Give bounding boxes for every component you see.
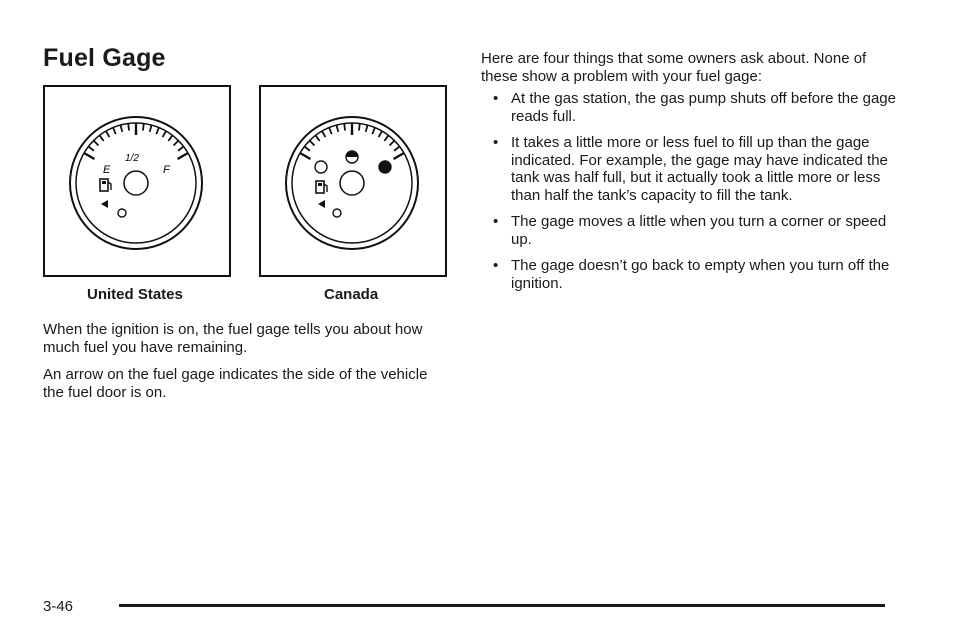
gauge-tick — [322, 131, 326, 137]
us-gauge-label-full: F — [163, 164, 170, 176]
gauge-tick — [120, 125, 122, 132]
owner-questions-intro: Here are four things that some owners ask about. None of these show a problem with your fuel gage: — [481, 50, 867, 85]
gauge-tick — [106, 131, 110, 137]
us-fuel-gauge-illustration — [43, 85, 231, 277]
fuel-door-arrow-paragraph: An arrow on the fuel gage indicates the side of the vehicle the fuel door is on. — [43, 366, 428, 401]
gauge-tick — [366, 125, 368, 132]
list-item-text: It takes a little more or less fuel to fill up than the gage indicated. For example, the gage may have indicated the tank was half full, but it actually took a little more or less than half the tank’s capacity to fill the tank. — [511, 134, 888, 204]
gauge-tick — [336, 125, 338, 132]
canada-gauge-caption: Canada — [324, 286, 379, 303]
list-item-text: The gage moves a little when you turn a corner or speed up. — [511, 213, 887, 248]
page-number: 3-46 — [43, 598, 74, 615]
gauge-tick — [344, 124, 345, 131]
gauge-tick — [128, 124, 129, 131]
canada-fuel-gauge-illustration — [259, 85, 447, 277]
half-symbol-icon — [346, 151, 358, 163]
gauge-tick — [394, 146, 400, 150]
page-title: Fuel Gage — [43, 44, 166, 72]
gauge-tick — [84, 153, 94, 159]
gauge-tick — [163, 131, 167, 137]
gauge-tick — [372, 128, 375, 134]
gauge-tick — [359, 124, 360, 131]
gauge-tick — [384, 135, 388, 141]
bullet-icon: • — [493, 213, 499, 230]
gauge-tick — [389, 141, 394, 146]
gauge-tick — [178, 146, 184, 150]
fuel-door-arrow-icon — [318, 200, 325, 208]
owner-questions-list — [493, 90, 903, 301]
gauge-tick — [143, 124, 144, 131]
list-item-text: The gage doesn’t go back to empty when you turn off the ignition. — [511, 257, 890, 292]
us-gauge-caption: United States — [87, 286, 183, 303]
list-item — [493, 134, 903, 204]
canada-gauge-needle-hub — [340, 171, 364, 195]
empty-symbol-icon — [315, 161, 327, 173]
gauge-tick — [173, 141, 178, 146]
us-fuel-gauge-svg — [45, 87, 229, 275]
gauge-tick — [300, 153, 310, 159]
us-gauge-label-half: 1/2 — [125, 153, 139, 164]
gauge-tick — [310, 141, 315, 146]
fuel-pump-icon — [316, 181, 327, 193]
us-gauge-label-empty: E — [103, 164, 111, 176]
gauge-tick — [113, 128, 116, 134]
gauge-tick — [156, 128, 159, 134]
footer-rule — [119, 604, 885, 607]
full-symbol-icon — [379, 161, 391, 173]
low-fuel-light-icon — [118, 209, 126, 217]
list-item-text: At the gas station, the gas pump shuts off before the gage reads full. — [511, 90, 896, 125]
fuel-door-arrow-icon — [101, 200, 108, 208]
bullet-icon: • — [493, 90, 499, 107]
bullet-icon: • — [493, 257, 499, 274]
gauge-tick — [379, 131, 383, 137]
gauge-tick — [304, 146, 310, 150]
ignition-paragraph: When the ignition is on, the fuel gage tells you about how much fuel you have remaining. — [43, 321, 423, 356]
gauge-tick — [315, 135, 319, 141]
list-item — [493, 213, 903, 248]
gauge-tick — [394, 153, 404, 159]
bullet-icon: • — [493, 134, 499, 151]
gauge-tick — [329, 128, 332, 134]
gauge-tick — [150, 125, 152, 132]
low-fuel-light-icon — [333, 209, 341, 217]
gauge-tick — [94, 141, 99, 146]
fuel-pump-icon — [100, 179, 111, 191]
list-item — [493, 90, 903, 125]
gauge-tick — [178, 153, 188, 159]
canada-fuel-gauge-svg — [261, 87, 445, 275]
gauge-tick — [99, 135, 103, 141]
us-gauge-needle-hub — [124, 171, 148, 195]
list-item — [493, 257, 903, 292]
gauge-tick — [168, 135, 172, 141]
gauge-tick — [88, 146, 94, 150]
